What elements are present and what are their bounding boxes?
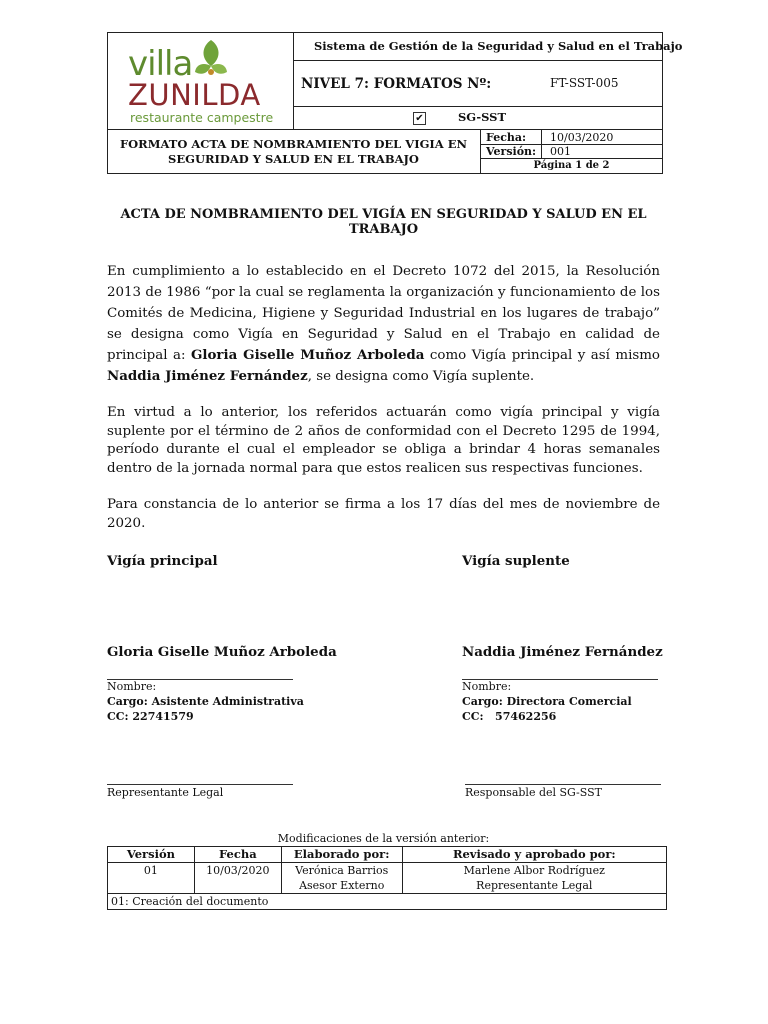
paragraph-constancy: Para constancia de lo anterior se firma a los 17 días del mes de noviembre de 2020. [107,497,660,531]
principal-cc: CC: 22741579 [107,710,194,723]
principal-signature-name: Gloria Giselle Muñoz Arboleda [107,644,337,660]
modifications-caption: Modificaciones de la versión anterior: [277,832,490,845]
format-title-line1: FORMATO ACTA DE NOMBRAMIENTO DEL VIGIA EN [120,137,467,151]
logo-villa: villa [128,44,193,84]
column-header: Versión [108,847,195,863]
reviewed-cell [402,863,666,894]
substitute-name: Naddia Jiménez Fernández [107,368,308,384]
column-header: Elaborado por: [281,847,402,863]
signature-line [465,784,661,785]
table-row [108,894,667,910]
substitute-cargo: Cargo: Directora Comercial [462,695,632,708]
reviewer-role: Representante Legal [476,879,593,892]
nivel-label: NIVEL 7: FORMATOS Nº: [301,76,492,92]
header-divider [480,158,662,159]
version-label: Versión: [486,145,537,158]
principal-name: Gloria Giselle Muñoz Arboleda [190,347,425,363]
document-title: ACTA DE NOMBRAMIENTO DEL VIGÍA EN SEGURIDAD Y SALUD EN EL TRABAJO [120,207,647,237]
page-indicator: Página 1 de 2 [533,160,610,171]
modifications-table [107,846,667,910]
header-divider [293,32,294,130]
paragraph-text: , se designa como Vigía suplente. [307,369,535,384]
column-header: Fecha [194,847,281,863]
principal-cargo: Cargo: Asistente Administrativa [107,695,304,708]
sgsst-responsible-label: Responsable del SG-SST [465,786,602,799]
elaborated-cell [281,863,402,894]
table-row [108,863,667,894]
logo-zunilda: ZUNILDA [128,78,261,112]
fecha-label: Fecha: [486,131,527,144]
format-title-line2: SEGURIDAD Y SALUD EN EL TRABAJO [168,152,419,166]
version-cell: 01 [108,863,195,894]
substitute-signature-name: Naddia Jiménez Fernández [462,644,663,660]
paragraph-designation [107,261,660,387]
logo-tagline: restaurante campestre [130,110,274,125]
reviewer-name: Marlene Albor Rodríguez [463,864,605,877]
elaborated-role: Asesor Externo [299,879,385,892]
table-header-row [108,847,667,863]
substitute-role: Vigía suplente [462,553,570,569]
principal-role: Vigía principal [107,553,218,569]
paragraph-text: En cumplimiento a lo establecido en el Decreto 1072 del 2015, la Resolución 2013 de 1986 “por la cual se reglamenta la organización y funcionamiento de los Comités de Medicina, Higiene y Seguridad Industrial en los lugares de trabajo” se designa como Vigía en Seguridad y Salud en el Trabajo en calidad de principal a: [107,264,660,363]
note-cell: 01: Creación del documento [108,894,667,910]
signature-line [107,784,293,785]
substitute-cc: CC: 57462256 [462,710,557,723]
version-value: 001 [550,145,571,158]
substitute-nombre: Nombre: [462,680,512,693]
date-cell: 10/03/2020 [194,863,281,894]
system-title: Sistema de Gestión de la Seguridad y Salud en el Trabajo [314,39,683,53]
format-code: FT-SST-005 [550,76,619,90]
principal-nombre: Nombre: [107,680,157,693]
elaborated-name: Verónica Barrios [295,864,389,877]
checkbox-icon: ✔ [413,112,426,125]
header-divider [293,60,662,61]
paragraph-term: En virtud a lo anterior, los referidos actuarán como vigía principal y vigía suplente por el término de 2 años de conformidad con el Decreto 1295 de 1994, período durante el cual el empleador se obliga a brindar 4 horas semanales dentro de la jornada normal para que estos realicen sus respectivas funciones. [107,405,660,476]
paragraph-text: como Vigía principal y así mismo [424,348,660,363]
header-divider [107,129,662,130]
legal-rep-label: Representante Legal [107,786,224,799]
fecha-value: 10/03/2020 [550,131,614,144]
sgsst-label: SG-SST [458,110,507,124]
column-header: Revisado y aprobado por: [402,847,666,863]
header-divider [293,106,662,107]
